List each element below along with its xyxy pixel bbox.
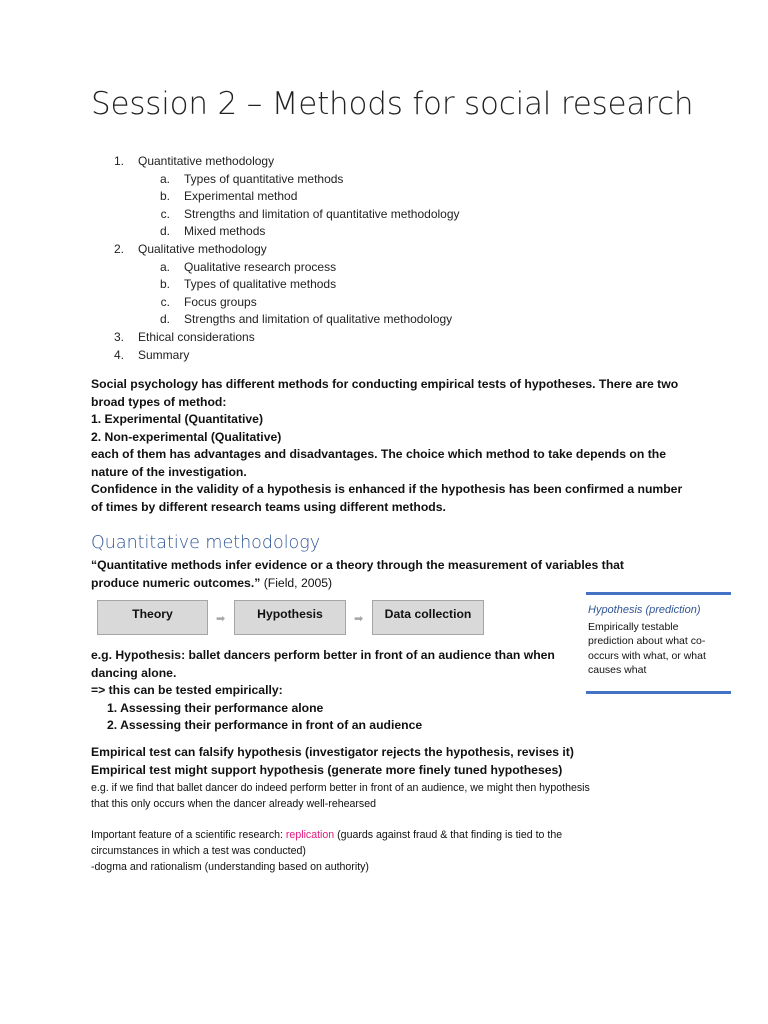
note-line: e.g. if we find that ballet dancer do indeed perform better in front of an audience, we might then hypothesis (91, 782, 590, 794)
outline-number: a. (159, 171, 170, 186)
outline-number: b. (159, 277, 170, 292)
outline-label: Ethical considerations (138, 330, 255, 344)
outline-label: Qualitative research process (184, 259, 337, 274)
example-line: => this can be tested empirically: (91, 683, 283, 697)
replication-suffix: (guards against fraud & that finding is tied to the (334, 829, 563, 841)
outline-label: Strengths and limitation of qualitative methodology (184, 312, 453, 327)
outline-label: Types of quantitative methods (184, 171, 344, 186)
dogma-line: -dogma and rationalism (understanding based on authority) (91, 861, 369, 873)
outline-number: c. (160, 206, 170, 221)
example-line: dancing alone. (91, 665, 177, 680)
replication-line (91, 827, 562, 843)
quote-text: produce numeric outcomes.” (91, 575, 261, 590)
outline-number: 3. (113, 330, 124, 344)
empirical-line: Empirical test can falsify hypothesis (investigator rejects the hypothesis, revises it) (91, 745, 574, 759)
replication-line-2: circumstances in which a test was conducted) (91, 845, 306, 857)
sidebar-line: causes what (588, 664, 647, 676)
outline-label: Summary (138, 347, 190, 362)
intro-line: of times by different research teams using different methods. (91, 499, 446, 514)
intro-line: 2. Non-experimental (Qualitative) (91, 429, 282, 444)
intro-line: each of them has advantages and disadvantages. The choice which method to take depends on the (91, 447, 666, 461)
intro-line: 1. Experimental (Quantitative) (91, 412, 264, 426)
outline-number: 4. (113, 347, 124, 362)
outline-number: c. (160, 294, 170, 309)
outline-number: a. (159, 259, 170, 274)
replication-note (91, 827, 562, 875)
outline-number: 1. (113, 154, 124, 168)
quote-line: “Quantitative methods infer evidence or a theory through the measurement of variables that (91, 558, 624, 572)
example-line: e.g. Hypothesis: ballet dancers perform better in front of an audience than when (91, 648, 555, 662)
flow-arrow-icon: ➡ (216, 613, 226, 625)
outline-label: Experimental method (184, 189, 298, 204)
flow-box-hypothesis: Hypothesis (234, 600, 346, 635)
hypothesis-sidebar (588, 603, 728, 678)
outline-label: Qualitative methodology (138, 242, 267, 256)
flow-box-theory: Theory (97, 600, 208, 635)
replication-prefix: Important feature of a scientific research: (91, 829, 286, 841)
field-quote (91, 557, 651, 592)
outline-number: 2. (113, 242, 124, 256)
sidebar-top-rule (586, 592, 731, 595)
flow-box-data-collection: Data collection (372, 600, 484, 635)
outline-label: Mixed methods (184, 224, 266, 239)
quote-citation: (Field, 2005) (260, 575, 333, 590)
quote-line-2 (91, 575, 651, 593)
example-block (91, 647, 571, 735)
ballet-example-note (91, 780, 590, 812)
example-list-item: 1. Assessing their performance alone (107, 700, 324, 715)
page-title: Session 2 – Methods for social research (91, 86, 694, 122)
sidebar-line: Empirically testable (588, 620, 679, 633)
note-line: that this only occurs when the dancer already well-rehearsed (91, 798, 377, 810)
intro-paragraph (91, 376, 691, 516)
intro-line: nature of the investigation. (91, 464, 247, 479)
intro-line: broad types of method: (91, 394, 227, 409)
outline-number: d. (159, 312, 170, 327)
outline-label: Quantitative methodology (138, 154, 275, 168)
flow-arrow-icon: ➡ (354, 613, 364, 625)
sidebar-title: Hypothesis (prediction) (588, 604, 701, 616)
outline-number: d. (159, 224, 170, 239)
empirical-line: Empirical test might support hypothesis (generate more finely tuned hypotheses) (91, 762, 563, 777)
sidebar-line: prediction about what co- (588, 635, 706, 647)
replication-highlight: replication (285, 829, 335, 841)
sidebar-bottom-rule (586, 691, 731, 694)
intro-line: Confidence in the validity of a hypothesis is enhanced if the hypothesis has been confirmed a number (91, 482, 683, 496)
outline-label: Strengths and limitation of quantitative methodology (184, 206, 460, 221)
empirical-tests (91, 744, 574, 779)
example-list-item: 2. Assessing their performance in front of an audience (107, 718, 423, 732)
sidebar-line: occurs with what, or what (588, 649, 706, 662)
outline-label: Types of qualitative methods (184, 277, 337, 292)
outline-label: Focus groups (184, 294, 257, 309)
section-heading: Quantitative methodology (91, 533, 321, 553)
outline-number: b. (159, 189, 170, 204)
intro-line: Social psychology has different methods for conducting empirical tests of hypotheses. There are two (91, 377, 679, 391)
